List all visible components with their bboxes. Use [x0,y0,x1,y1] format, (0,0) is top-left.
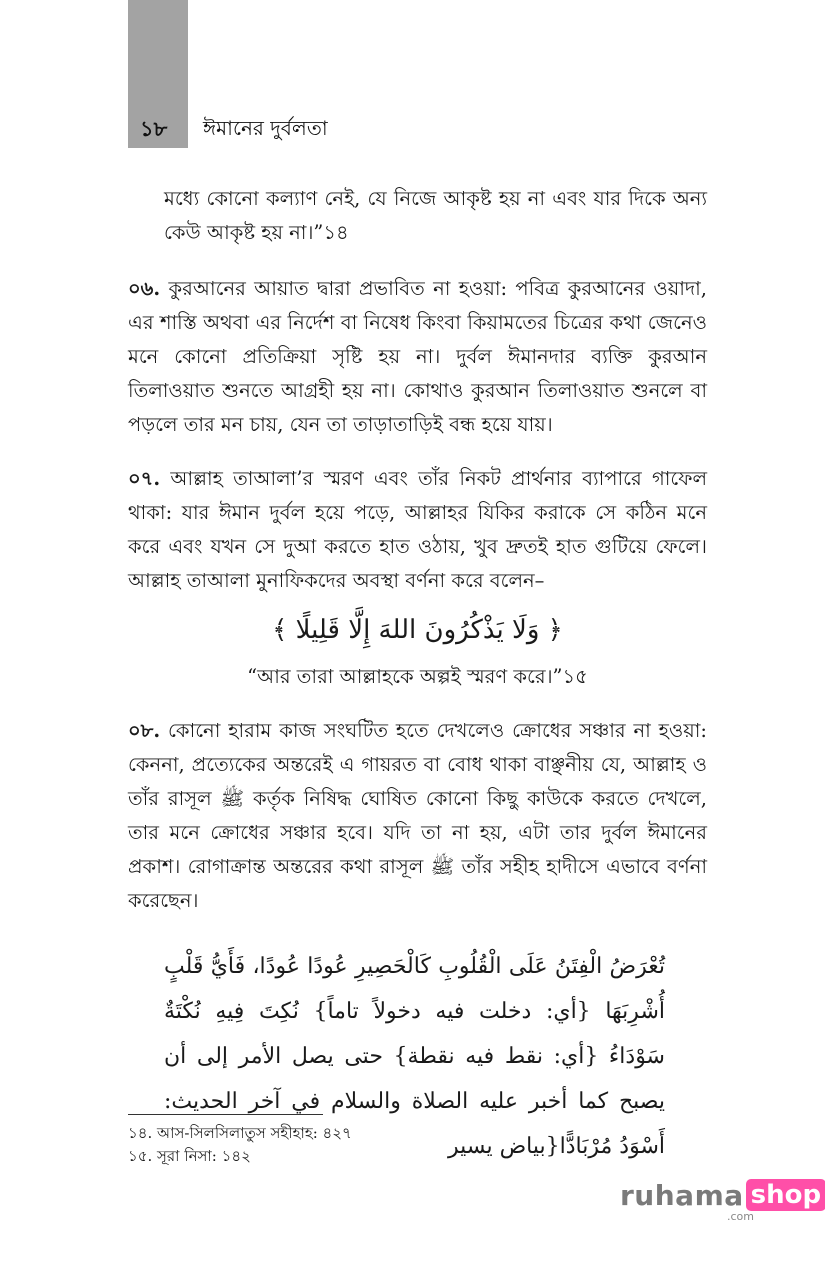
page-body [128,182,707,1169]
list-item [128,272,707,442]
item-number: ০৬. [128,277,161,300]
hadith-arabic: تُعْرَضُ الْفِتَنُ عَلَى الْقُلُوبِ كَالْحَصِيرِ عُودًا عُودًا، فَأَيُّ قَلْبٍ أُشْرِبَهَا {أي: دخلت فيه دخولاً تاماً} نُكِتَ فِيهِ نُكْتَةٌ سَوْدَاءُ {أي: نقط فيه نقطة} حتى يصل الأمر إلى أن يصبح كما أخبر عليه الصلاة والسلام في آخر الحديث: أَسْوَدُ مُرْبَادًّا{بياض يسير [164,954,665,1159]
item-number: ০৭. [128,467,161,490]
item-text: কোনো হারাম কাজ সংঘটিত হতে দেখলেও ক্রোধের সঞ্চার না হওয়া: কেননা, প্রত্যেকের অন্তরেই এ গায়রত বা বোধ থাকা বাঞ্ছনীয় যে, আল্লাহ ও তাঁর রাসূল ﷺ কর্তৃক নিষিদ্ধ ঘোষিত কোনো কিছু কাউকে করতে দেখলে, তার মনে ক্রোধের সঞ্চার হবে। যদি তা না হয়, এটা তার দুর্বল ঈমানের প্রকাশ। রোগাক্রান্ত অন্তরের কথা রাসূল ﷺ তাঁর সহীহ হাদীসে এভাবে বর্ণনা করেছেন। [128,719,707,912]
item-text: কুরআনের আয়াত দ্বারা প্রভাবিত না হওয়া: পবিত্র কুরআনের ওয়াদা, এর শাস্তি অথবা এর নির্দেশ বা নিষেধ কিংবা কিয়ামতের চিত্রের কথা জেনেও মনে কোনো প্রতিক্রিয়া সৃষ্টি হয় না। দুর্বল ঈমানদার ব্যক্তি কুরআন তিলাওয়াত শুনতে আগ্রহী হয় না। কোথাও কুরআন তিলাওয়াত শুনলে বা পড়লে তার মন চায়, যেন তা তাড়াতাড়িই বন্ধ হয়ে যায়। [128,277,707,436]
item-number: ০৮. [128,719,161,742]
list-item [128,462,707,598]
quran-verse-arabic: ﴿ وَلَا يَذْكُرُونَ اللهَ إِلَّا قَلِيلًا ﴾ [272,615,563,645]
publisher-logo [620,1178,825,1212]
footnotes [128,1122,352,1168]
item-text: আল্লাহ তাআলা’র স্মরণ এবং তাঁর নিকট প্রার্থনার ব্যাপারে গাফেল থাকা: যার ঈমান দুর্বল হয়ে পড়ে, আল্লাহর যিকির করাকে সে কঠিন মনে করে এবং যখন সে দুআ করতে হাত ওঠায়, খুব দ্রুতই হাত গুটিয়ে ফেলে। আল্লাহ তাআলা মুনাফিকদের অবস্থা বর্ণনা করে বলেন– [128,467,708,592]
list-item [128,714,707,918]
page-number: ১৮ [140,116,168,141]
logo-wordmark: ruhama [620,1178,744,1212]
footnote-divider [128,1114,323,1115]
running-title: ঈমানের দুর্বলতা [203,116,328,140]
verse-translation: “আর তারা আল্লাহকে অল্পই স্মরণ করে।”১৫ [247,665,588,688]
quote-continuation: মধ্যে কোনো কল্যাণ নেই, যে নিজে আকৃষ্ট হয় না এবং যার দিকে অন্য কেউ আকৃষ্ট হয় না।”১৪ [164,187,707,244]
logo-badge: shop [746,1179,825,1211]
footnote-14: ১৪. আস-সিলসিলাতুস সহীহাহ: ৪২৭ [128,1124,352,1142]
logo-domain: .com [727,1210,754,1223]
footnote-15: ১৫. সূরা নিসা: ১৪২ [128,1147,251,1165]
